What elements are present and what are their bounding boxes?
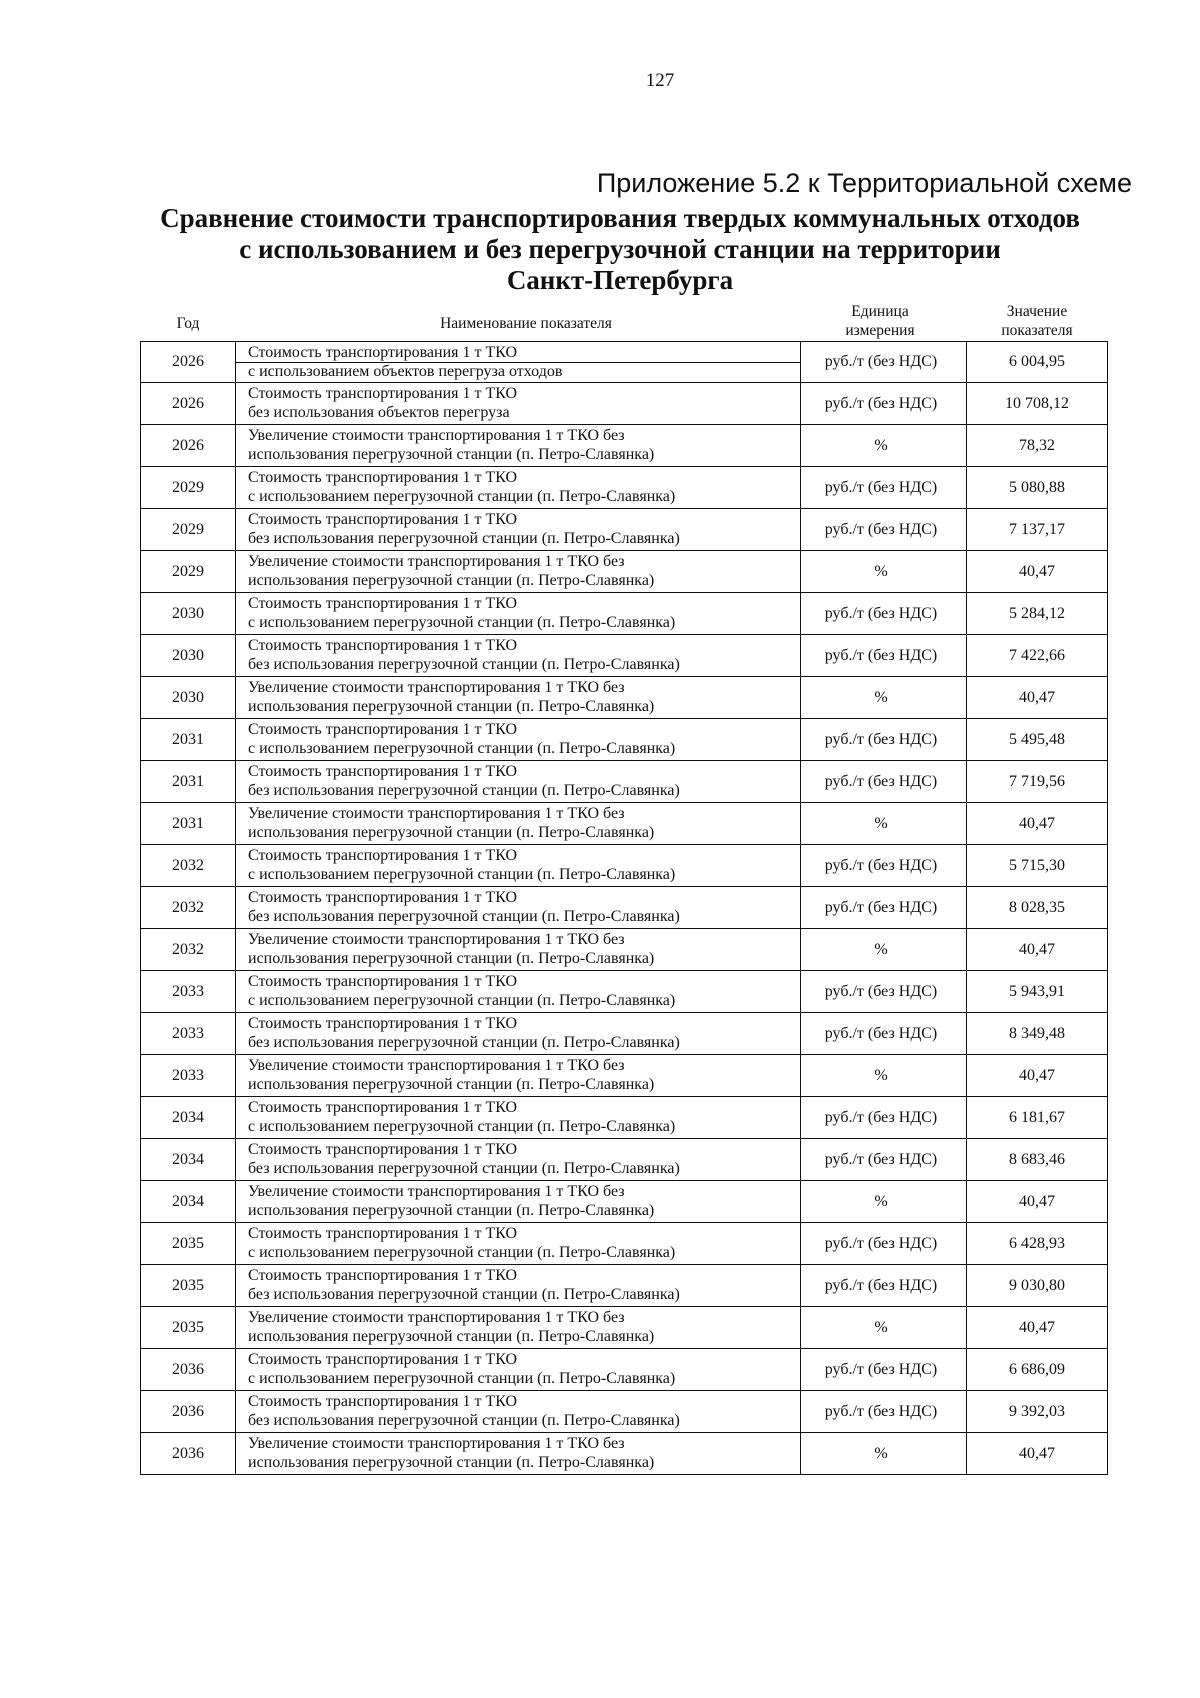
- header-value-line1: Значение: [1006, 303, 1068, 320]
- indicator-cell: [236, 1349, 801, 1390]
- value-cell: 40,47: [966, 1307, 1108, 1348]
- year-cell: 2033: [140, 1013, 236, 1054]
- indicator-line2: без использования перегрузочной станции (п. Петро-Славянка): [248, 908, 680, 925]
- indicator-line2: без использования перегрузочной станции (п. Петро-Славянка): [248, 782, 680, 799]
- indicator-line1: Стоимость транспортирования 1 т ТКО: [248, 344, 518, 361]
- table-row: [140, 1181, 1108, 1223]
- indicator-line1: Увеличение стоимости транспортирования 1 т ТКО без: [248, 1435, 625, 1452]
- indicator-line2: без использования перегрузочной станции (п. Петро-Славянка): [248, 1160, 680, 1177]
- header-unit-line1: Единица: [851, 303, 909, 320]
- value-cell: 7 719,56: [966, 761, 1108, 802]
- indicator-line1: Стоимость транспортирования 1 т ТКО: [248, 1393, 518, 1410]
- year-cell: 2034: [140, 1139, 236, 1180]
- indicator-line1: Стоимость транспортирования 1 т ТКО: [248, 469, 518, 486]
- header-name: Наименование показателя: [440, 315, 612, 332]
- header-unit-line2: измерения: [845, 322, 915, 339]
- indicator-line2: использования перегрузочной станции (п. Петро-Славянка): [248, 698, 655, 715]
- year-cell: 2029: [140, 467, 236, 508]
- unit-cell: %: [874, 940, 888, 958]
- unit-cell: %: [874, 1444, 888, 1462]
- indicator-cell: [236, 1097, 801, 1138]
- year-cell: 2035: [140, 1307, 236, 1348]
- indicator-line1: Стоимость транспортирования 1 т ТКО: [248, 511, 518, 528]
- value-cell: 5 715,30: [966, 845, 1108, 886]
- value-cell: 40,47: [966, 551, 1108, 592]
- indicator-line2: с использованием перегрузочной станции (п. Петро-Славянка): [248, 614, 676, 631]
- appendix-label: Приложение 5.2 к Территориальной схеме: [596, 168, 1132, 198]
- title-line: Сравнение стоимости транспортирования твердых коммунальных отходов: [160, 203, 1080, 233]
- table-row: [140, 1349, 1108, 1391]
- unit-cell: %: [874, 688, 888, 706]
- value-cell: 40,47: [966, 929, 1108, 970]
- indicator-cell: [236, 1139, 801, 1180]
- unit-cell: руб./т (без НДС): [824, 1276, 938, 1294]
- indicator-line2: без использования перегрузочной станции (п. Петро-Славянка): [248, 530, 680, 547]
- table-row: [140, 383, 1108, 425]
- indicator-line2: без использования перегрузочной станции (п. Петро-Славянка): [248, 1286, 680, 1303]
- indicator-line2: с использованием перегрузочной станции (п. Петро-Славянка): [248, 488, 676, 505]
- table-row: [140, 845, 1108, 887]
- indicator-cell: [236, 845, 801, 886]
- unit-cell: %: [874, 1192, 888, 1210]
- unit-cell: руб./т (без НДС): [824, 1234, 938, 1252]
- year-cell: 2029: [140, 509, 236, 550]
- header-value: [966, 302, 1108, 340]
- indicator-line2: использования перегрузочной станции (п. Петро-Славянка): [248, 1076, 655, 1093]
- indicator-line1: Стоимость транспортирования 1 т ТКО: [248, 1225, 518, 1242]
- value-cell: 5 080,88: [966, 467, 1108, 508]
- value-cell: 78,32: [966, 425, 1108, 466]
- value-cell: 9 392,03: [966, 1391, 1108, 1432]
- year-cell: 2036: [140, 1349, 236, 1390]
- table-row: [140, 1013, 1108, 1055]
- indicator-line2: использования перегрузочной станции (п. Петро-Славянка): [248, 1328, 655, 1345]
- indicator-cell: [236, 1265, 801, 1306]
- year-cell: 2036: [140, 1433, 236, 1474]
- year-cell: 2030: [140, 677, 236, 718]
- unit-cell: %: [874, 1318, 888, 1336]
- table-row: [140, 1139, 1108, 1181]
- unit-cell: руб./т (без НДС): [824, 478, 938, 496]
- value-cell: 6 181,67: [966, 1097, 1108, 1138]
- title-line: с использованием и без перегрузочной станции на территории: [239, 234, 1001, 264]
- indicator-line2: с использованием перегрузочной станции (п. Петро-Славянка): [248, 992, 676, 1009]
- indicator-cell: [236, 1013, 801, 1054]
- indicator-cell: [236, 1055, 801, 1096]
- year-cell: 2026: [140, 383, 236, 424]
- table-row: [140, 761, 1108, 803]
- year-cell: 2031: [140, 719, 236, 760]
- table-row: [140, 887, 1108, 929]
- indicator-cell: [236, 383, 801, 424]
- indicator-line2: с использованием перегрузочной станции (п. Петро-Славянка): [248, 866, 676, 883]
- indicator-cell: [236, 971, 801, 1012]
- value-cell: 40,47: [966, 677, 1108, 718]
- indicator-cell: [236, 1181, 801, 1222]
- value-cell: 10 708,12: [966, 383, 1108, 424]
- indicator-line1: Увеличение стоимости транспортирования 1 т ТКО без: [248, 931, 625, 948]
- indicator-line2: без использования перегрузочной станции (п. Петро-Славянка): [248, 1412, 680, 1429]
- table-row: [140, 551, 1108, 593]
- year-cell: 2032: [140, 887, 236, 928]
- indicator-line1: Увеличение стоимости транспортирования 1 т ТКО без: [248, 805, 625, 822]
- indicator-line1: Стоимость транспортирования 1 т ТКО: [248, 1351, 518, 1368]
- indicator-line1: Стоимость транспортирования 1 т ТКО: [248, 847, 518, 864]
- unit-cell: %: [874, 1066, 888, 1084]
- indicator-cell: [236, 719, 801, 760]
- indicator-cell: [236, 803, 801, 844]
- indicator-line1: Увеличение стоимости транспортирования 1 т ТКО без: [248, 1309, 625, 1326]
- year-cell: 2030: [140, 593, 236, 634]
- unit-cell: руб./т (без НДС): [824, 982, 938, 1000]
- indicator-cell: [236, 425, 801, 466]
- table-row: [140, 509, 1108, 551]
- year-cell: 2035: [140, 1223, 236, 1264]
- year-cell: 2034: [140, 1181, 236, 1222]
- indicator-line1: Стоимость транспортирования 1 т ТКО: [248, 385, 518, 402]
- table-row: [140, 1433, 1108, 1475]
- indicator-line1: Стоимость транспортирования 1 т ТКО: [248, 763, 518, 780]
- indicator-line1: Стоимость транспортирования 1 т ТКО: [248, 1015, 518, 1032]
- value-cell: 8 028,35: [966, 887, 1108, 928]
- header-year: Год: [176, 315, 200, 332]
- value-cell: 6 428,93: [966, 1223, 1108, 1264]
- table-row: [140, 803, 1108, 845]
- table-row: [140, 677, 1108, 719]
- indicator-line2: использования перегрузочной станции (п. Петро-Славянка): [248, 1454, 655, 1471]
- indicator-line2: с использованием перегрузочной станции (п. Петро-Славянка): [248, 1370, 676, 1387]
- unit-cell: руб./т (без НДС): [824, 604, 938, 622]
- table-row: [140, 1307, 1108, 1349]
- indicator-line1: Стоимость транспортирования 1 т ТКО: [248, 721, 518, 738]
- table-row: [140, 425, 1108, 467]
- value-cell: 40,47: [966, 1055, 1108, 1096]
- year-cell: 2030: [140, 635, 236, 676]
- indicator-cell: [236, 1223, 801, 1264]
- indicator-cell: [236, 635, 801, 676]
- unit-cell: руб./т (без НДС): [824, 1402, 938, 1420]
- unit-cell: %: [874, 814, 888, 832]
- unit-cell: руб./т (без НДС): [824, 394, 938, 412]
- indicator-line2: с использованием объектов перегруза отходов: [248, 363, 563, 380]
- year-cell: 2034: [140, 1097, 236, 1138]
- year-cell: 2033: [140, 971, 236, 1012]
- unit-cell: руб./т (без НДС): [824, 1108, 938, 1126]
- value-cell: 8 349,48: [966, 1013, 1108, 1054]
- unit-cell: руб./т (без НДС): [824, 730, 938, 748]
- cost-table: [140, 341, 1108, 1475]
- year-cell: 2032: [140, 929, 236, 970]
- indicator-line2: использования перегрузочной станции (п. Петро-Славянка): [248, 824, 655, 841]
- indicator-cell: [236, 1433, 801, 1474]
- value-cell: 9 030,80: [966, 1265, 1108, 1306]
- indicator-cell: [236, 1391, 801, 1432]
- table-row: [140, 467, 1108, 509]
- year-cell: 2029: [140, 551, 236, 592]
- indicator-cell: [236, 509, 801, 550]
- value-cell: 6 004,95: [966, 342, 1108, 382]
- year-cell: 2026: [140, 425, 236, 466]
- page-number: 127: [645, 70, 675, 91]
- indicator-cell: [236, 1307, 801, 1348]
- year-cell: 2031: [140, 803, 236, 844]
- value-cell: 40,47: [966, 1433, 1108, 1474]
- unit-cell: руб./т (без НДС): [824, 646, 938, 664]
- unit-cell: руб./т (без НДС): [824, 1360, 938, 1378]
- header-value-line2: показателя: [1001, 322, 1073, 339]
- table-row: [140, 1223, 1108, 1265]
- unit-cell: %: [874, 436, 888, 454]
- indicator-line2: использования перегрузочной станции (п. Петро-Славянка): [248, 950, 655, 967]
- year-cell: 2035: [140, 1265, 236, 1306]
- value-cell: 7 137,17: [966, 509, 1108, 550]
- value-cell: 7 422,66: [966, 635, 1108, 676]
- year-cell: 2032: [140, 845, 236, 886]
- indicator-cell: [236, 761, 801, 802]
- indicator-cell: [236, 929, 801, 970]
- table-row: [140, 929, 1108, 971]
- table-row: [140, 1265, 1108, 1307]
- document-title: [100, 203, 1140, 296]
- unit-cell: руб./т (без НДС): [824, 353, 938, 370]
- indicator-line2: использования перегрузочной станции (п. Петро-Славянка): [248, 1202, 655, 1219]
- table-row: [140, 1097, 1108, 1139]
- indicator-line1: Увеличение стоимости транспортирования 1 т ТКО без: [248, 1183, 625, 1200]
- table-row: [140, 635, 1108, 677]
- table-row: [140, 971, 1108, 1013]
- year-cell: 2036: [140, 1391, 236, 1432]
- indicator-line1: Увеличение стоимости транспортирования 1 т ТКО без: [248, 679, 625, 696]
- indicator-cell: [236, 677, 801, 718]
- indicator-line2: с использованием перегрузочной станции (п. Петро-Славянка): [248, 740, 676, 757]
- indicator-line1: Стоимость транспортирования 1 т ТКО: [248, 637, 518, 654]
- unit-cell: руб./т (без НДС): [824, 1024, 938, 1042]
- unit-cell: руб./т (без НДС): [824, 520, 938, 538]
- indicator-line1: Стоимость транспортирования 1 т ТКО: [248, 595, 518, 612]
- value-cell: 5 284,12: [966, 593, 1108, 634]
- table-row: [140, 341, 1108, 383]
- indicator-line1: Стоимость транспортирования 1 т ТКО: [248, 1099, 518, 1116]
- indicator-line2: без использования перегрузочной станции (п. Петро-Славянка): [248, 1034, 680, 1051]
- indicator-cell: [236, 593, 801, 634]
- year-cell: 2026: [140, 342, 236, 382]
- indicator-cell: [236, 887, 801, 928]
- indicator-line2: без использования объектов перегруза: [248, 404, 510, 421]
- table-row: [140, 1391, 1108, 1433]
- value-cell: 5 495,48: [966, 719, 1108, 760]
- value-cell: 6 686,09: [966, 1349, 1108, 1390]
- header-unit: [800, 302, 960, 340]
- indicator-line1: Стоимость транспортирования 1 т ТКО: [248, 889, 518, 906]
- indicator-line1: Стоимость транспортирования 1 т ТКО: [248, 973, 518, 990]
- value-cell: 8 683,46: [966, 1139, 1108, 1180]
- unit-cell: руб./т (без НДС): [824, 856, 938, 874]
- value-cell: 40,47: [966, 1181, 1108, 1222]
- indicator-cell: [236, 467, 801, 508]
- value-cell: 40,47: [966, 803, 1108, 844]
- unit-cell: руб./т (без НДС): [824, 1150, 938, 1168]
- indicator-line2: без использования перегрузочной станции (п. Петро-Славянка): [248, 656, 680, 673]
- inner-rule: [236, 362, 801, 363]
- unit-cell: руб./т (без НДС): [824, 898, 938, 916]
- indicator-line1: Увеличение стоимости транспортирования 1 т ТКО без: [248, 553, 625, 570]
- year-cell: 2031: [140, 761, 236, 802]
- year-cell: 2033: [140, 1055, 236, 1096]
- indicator-line1: Стоимость транспортирования 1 т ТКО: [248, 1267, 518, 1284]
- indicator-line2: использования перегрузочной станции (п. Петро-Славянка): [248, 446, 655, 463]
- indicator-line1: Увеличение стоимости транспортирования 1 т ТКО без: [248, 1057, 625, 1074]
- unit-cell: %: [874, 562, 888, 580]
- unit-cell: руб./т (без НДС): [824, 772, 938, 790]
- table-row: [140, 1055, 1108, 1097]
- value-cell: 5 943,91: [966, 971, 1108, 1012]
- indicator-cell: [236, 551, 801, 592]
- indicator-line1: Увеличение стоимости транспортирования 1 т ТКО без: [248, 427, 625, 444]
- indicator-line2: с использованием перегрузочной станции (п. Петро-Славянка): [248, 1118, 676, 1135]
- title-line: Санкт-Петербурга: [506, 265, 734, 295]
- indicator-line2: использования перегрузочной станции (п. Петро-Славянка): [248, 572, 655, 589]
- table-row: [140, 719, 1108, 761]
- table-row: [140, 593, 1108, 635]
- indicator-line2: с использованием перегрузочной станции (п. Петро-Славянка): [248, 1244, 676, 1261]
- indicator-line1: Стоимость транспортирования 1 т ТКО: [248, 1141, 518, 1158]
